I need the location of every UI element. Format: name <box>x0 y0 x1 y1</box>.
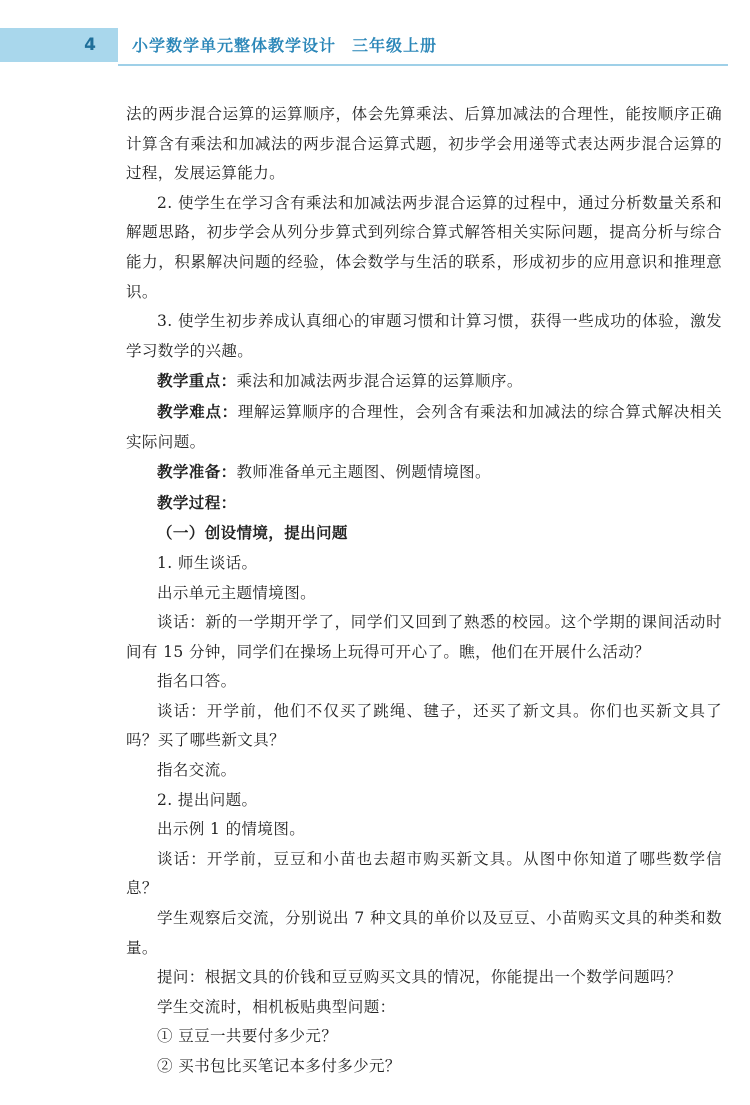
book-title: 小学数学单元整体教学设计 <box>132 36 337 55</box>
page-number: 4 <box>0 28 118 62</box>
paragraph-objective-2: 2. 使学生在学习含有乘法和加减法两步混合运算的过程中，通过分析数量关系和解题思路，初步学会从列分步算式到列综合算式解答相关实际问题，提高分析与综合能力，积累解决问题的经验，体会数学与生活的联系，形成初步的应用意识和推理意识。 <box>126 193 722 301</box>
grade-label: 三年级上册 <box>352 36 438 55</box>
question-item: ② 买书包比买笔记本多付多少元？ <box>157 1057 401 1075</box>
paragraph: 学生交流时，相机板贴典型问题： <box>157 997 396 1016</box>
step-1: 1. 师生谈话。 <box>157 553 258 572</box>
body-text <box>126 100 722 1082</box>
paragraph: 出示单元主题情境图。 <box>157 583 317 602</box>
label-preparation: 教学准备： <box>157 462 237 482</box>
running-title <box>132 33 437 56</box>
paragraph: 谈话：开学前，豆豆和小苗也去超市购买新文具。从图中你知道了哪些数学信息？ <box>126 849 722 898</box>
paragraph: 谈话：开学前，他们不仅买了跳绳、毽子，还买了新文具。你们也买新文具了吗？买了哪些新文具？ <box>126 701 722 750</box>
paragraph: 指名交流。 <box>157 761 237 780</box>
paragraph: 提问：根据文具的价钱和豆豆购买文具的情况，你能提出一个数学问题吗？ <box>157 968 682 987</box>
paragraph: 学生观察后交流，分别说出 7 种文具的单价以及豆豆、小苗购买文具的种类和数量。 <box>126 909 722 957</box>
paragraph: 指名口答。 <box>157 672 237 691</box>
label-process: 教学过程： <box>157 492 237 512</box>
teaching-difficulty: 教学难点：理解运算顺序的合理性，会列含有乘法和加减法的综合算式解决相关实际问题。 <box>126 401 722 451</box>
step-2: 2. 提出问题。 <box>157 790 258 809</box>
teaching-preparation: 教学准备：教师准备单元主题图、例题情境图。 <box>157 462 491 482</box>
page-header <box>0 0 750 68</box>
paragraph-1: 法的两步混合运算的运算顺序，体会先算乘法、后算加减法的合理性，能按顺序正确计算含有乘法和加减法的两步混合运算式题，初步学会用递等式表达两步混合运算的过程，发展运算能力。 <box>126 105 722 183</box>
paragraph-objective-3: 3. 使学生初步养成认真细心的审题习惯和计算习惯，获得一些成功的体验，激发学习数学的兴趣。 <box>126 312 722 360</box>
teaching-focus: 教学重点：乘法和加减法两步混合运算的运算顺序。 <box>157 371 523 391</box>
section-heading-1: （一）创设情境，提出问题 <box>157 523 348 543</box>
label-difficulty: 教学难点： <box>157 401 238 421</box>
paragraph: 谈话：新的一学期开学了，同学们又回到了熟悉的校园。这个学期的课间活动时间有 15 分钟，同学们在操场上玩得可开心了。瞧，他们在开展什么活动？ <box>126 613 722 661</box>
question-item: ① 豆豆一共要付多少元？ <box>157 1027 338 1046</box>
teaching-process <box>126 488 722 519</box>
label-focus: 教学重点： <box>157 371 237 391</box>
paragraph: 出示例 1 的情境图。 <box>157 820 306 839</box>
header-rule <box>118 64 728 66</box>
